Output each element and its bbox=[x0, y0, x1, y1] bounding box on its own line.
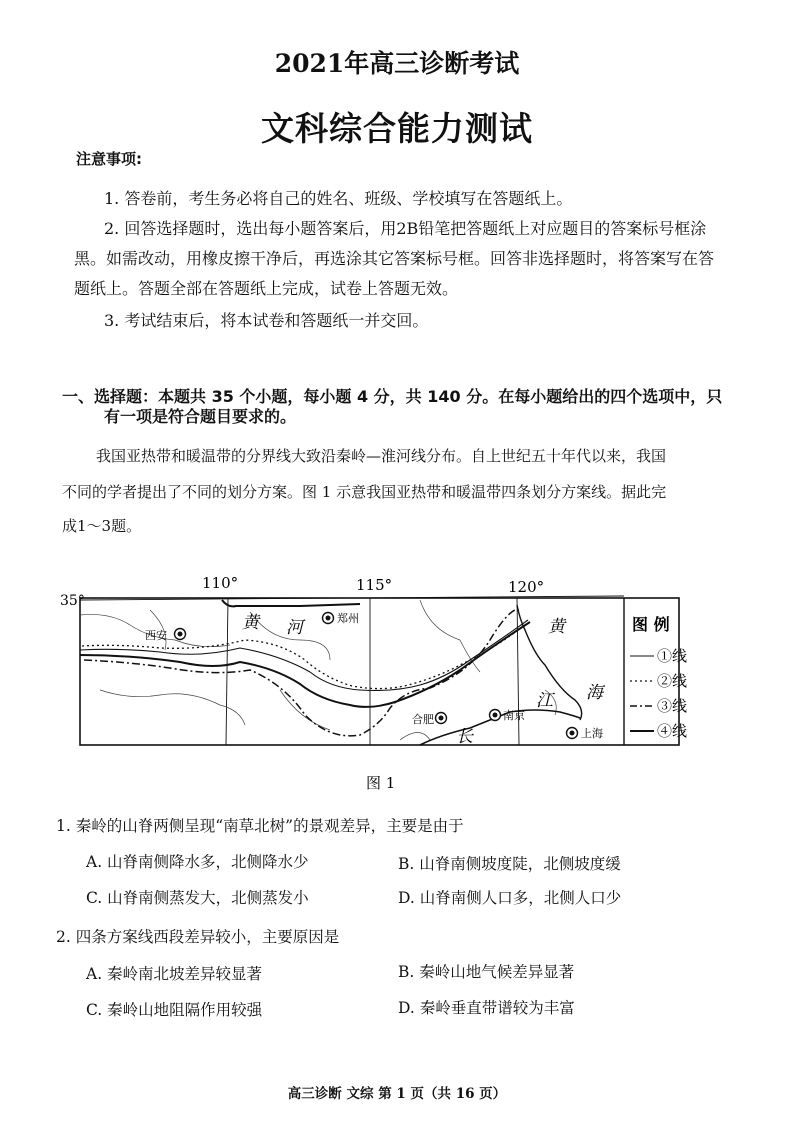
yellow-river-char-2: 河 bbox=[286, 618, 303, 638]
notice-item-2-line-1: 2. 回答选择题时，选出每小题答案后，用2B铅笔把答题纸上对应题目的答案标号框涂 bbox=[104, 219, 707, 238]
lon-110-label: 110° bbox=[202, 574, 239, 592]
legend-label-3: ③线 bbox=[657, 697, 688, 715]
yangtze-char-1: 江 bbox=[536, 691, 553, 711]
city-nanjing-label: 南京 bbox=[503, 709, 525, 722]
notice-item-1: 1. 答卷前，考生务必将自己的姓名、班级、学校填写在答题纸上。 bbox=[104, 189, 573, 208]
legend-label-2: ②线 bbox=[657, 672, 688, 690]
question-1-stem: 1. 秦岭的山脊两侧呈现“南草北树”的景观差异，主要是由于 bbox=[56, 817, 464, 835]
meridian-120 bbox=[517, 598, 519, 745]
yellow-river bbox=[222, 600, 360, 606]
meridian-110 bbox=[226, 598, 228, 745]
subject-title: 文科综合能力测试 bbox=[261, 109, 533, 148]
notice-item-3: 3. 考试结束后，将本试卷和答题纸一并交回。 bbox=[104, 311, 429, 330]
question-1-option-d: D. 山脊南侧人口多，北侧人口少 bbox=[398, 889, 622, 907]
lon-115-label: 115° bbox=[356, 576, 393, 594]
boundary-lines bbox=[80, 600, 556, 740]
notice-item-2-line-2: 黑。如需改动，用橡皮擦干净后，再选涂其它答案标号框。回答非选择题时，将答案写在答 bbox=[74, 249, 715, 268]
question-2-option-b: B. 秦岭山地气候差异显著 bbox=[398, 963, 575, 981]
map-frame bbox=[80, 598, 679, 745]
intro-line-1: 我国亚热带和暖温带的分界线大致沿秦岭—淮河线分布。自上世纪五十年代以来，我国 bbox=[96, 447, 667, 465]
question-2-option-c: C. 秦岭山地阻隔作用较强 bbox=[86, 1001, 263, 1019]
intro-line-2: 不同的学者提出了不同的划分方案。图 1 示意我国亚热带和暖温带四条划分方案线。据此完 bbox=[62, 483, 667, 501]
city-shanghai-label: 上海 bbox=[581, 727, 603, 740]
lat-35-label: 35° bbox=[60, 593, 85, 609]
legend-title: 图 例 bbox=[632, 615, 670, 634]
notice-item-2-line-3: 题纸上。答题全部在答题纸上完成，试卷上答题无效。 bbox=[74, 279, 459, 298]
page-footer: 高三诊断 文综 第 1 页（共 16 页） bbox=[287, 1086, 507, 1102]
question-2-option-a: A. 秦岭南北坡差异较显著 bbox=[86, 965, 263, 983]
exam-title: 2021年高三诊断考试 bbox=[274, 49, 520, 78]
lon-120-label: 120° bbox=[508, 578, 545, 596]
yellow-sea-char-2: 海 bbox=[586, 683, 603, 703]
figure-caption: 图 1 bbox=[366, 774, 396, 792]
legend-label-1: ①线 bbox=[657, 647, 688, 665]
question-1-option-c: C. 山脊南侧蒸发大，北侧蒸发小 bbox=[86, 889, 309, 907]
question-1-option-a: A. 山脊南侧降水多，北侧降水少 bbox=[86, 853, 309, 871]
yellow-sea-char-1: 黄 bbox=[548, 617, 565, 637]
figure-1-map bbox=[0, 570, 794, 795]
city-hefei-label: 合肥 bbox=[412, 713, 434, 726]
question-2-stem: 2. 四条方案线西段差异较小，主要原因是 bbox=[56, 928, 340, 946]
legend-label-4: ④线 bbox=[657, 722, 688, 740]
city-zhengzhou-label: 郑州 bbox=[337, 612, 359, 625]
section-1-line-1: 一、选择题：本题共 35 个小题，每小题 4 分，共 140 分。在每小题给出的四个选项中，只 bbox=[62, 387, 723, 406]
question-2-option-d: D. 秦岭垂直带谱较为丰富 bbox=[398, 999, 575, 1017]
city-xian-label: 西安 bbox=[145, 629, 167, 642]
yellow-river-char-1: 黄 bbox=[242, 613, 259, 633]
yangtze-char-2: 长 bbox=[456, 727, 473, 747]
section-1-line-2: 有一项是符合题目要求的。 bbox=[104, 407, 297, 426]
intro-line-3: 成1～3题。 bbox=[62, 517, 142, 535]
notice-heading: 注意事项: bbox=[76, 150, 142, 168]
question-1-option-b: B. 山脊南侧坡度陡，北侧坡度缓 bbox=[398, 855, 621, 873]
